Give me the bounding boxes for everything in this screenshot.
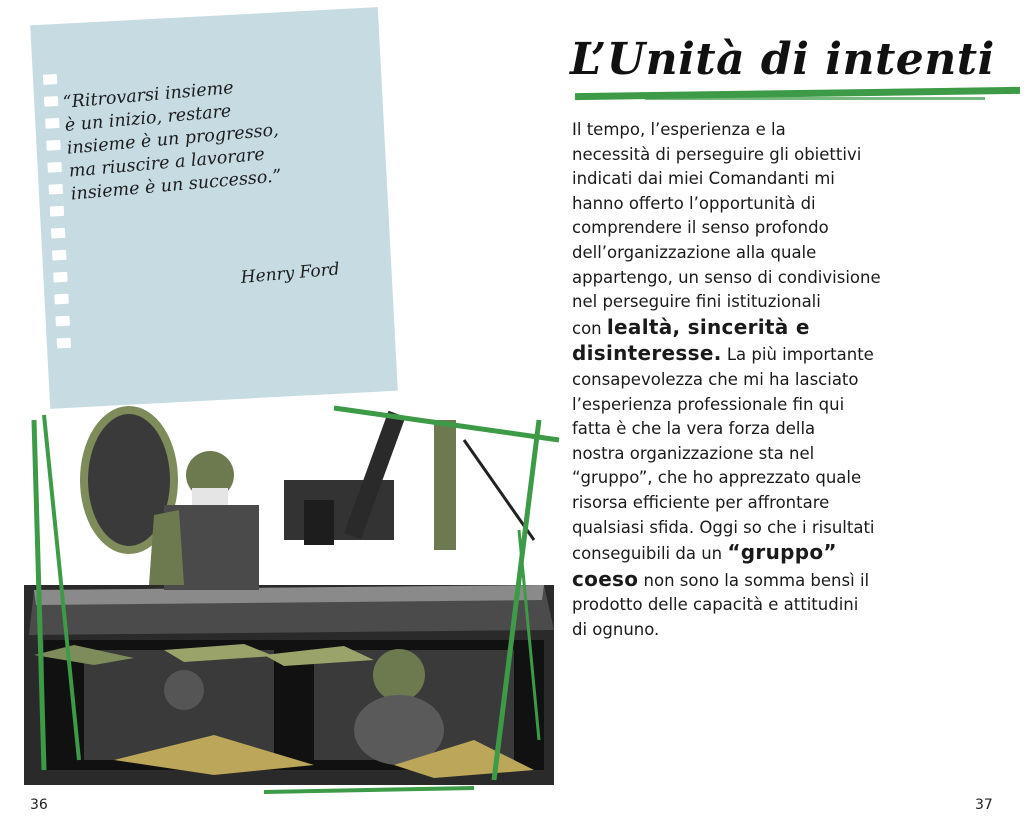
emphasized-text: coeso xyxy=(572,566,639,591)
body-line xyxy=(572,567,1004,594)
body-line xyxy=(572,192,1004,217)
body-line xyxy=(572,368,1004,393)
body-line xyxy=(572,491,1004,516)
body-run: di ognuno. xyxy=(572,619,660,639)
body-run: conseguibili da un xyxy=(572,544,728,564)
body-line xyxy=(572,143,1004,168)
emphasized-text: lealtà, sincerità e xyxy=(606,314,810,339)
body-run: necessità di perseguire gli obiettivi xyxy=(572,144,862,164)
body-run: Il tempo, l’esperienza e la xyxy=(572,120,786,139)
body-run: indicati dai miei Comandanti mi xyxy=(572,169,835,189)
body-line xyxy=(572,540,1004,567)
quote-text: “Ritrovarsi insieme è un inizio, restare insieme è un progresso, ma riuscire a lavorare insieme è un successo.” xyxy=(62,78,283,205)
soldiers-vehicle-photo xyxy=(14,400,564,800)
body-run: hanno offerto l’opportunità di xyxy=(572,193,816,213)
quote-author: Henry Ford xyxy=(240,259,341,288)
body-run: nostra organizzazione sta nel xyxy=(572,443,815,463)
body-line xyxy=(572,167,1004,192)
body-run: fatta è che la vera forza della xyxy=(572,419,816,439)
body-run: con xyxy=(572,318,607,338)
body-run: “gruppo”, che ho apprezzato quale xyxy=(572,468,862,488)
body-run: risorsa efficiente per affrontare xyxy=(572,492,830,512)
body-run: qualsiasi sfida. Oggi so che i risultati xyxy=(572,517,875,537)
body-line xyxy=(572,266,1004,291)
body-run: l’esperienza professionale fin qui xyxy=(572,394,845,414)
body-run: consapevolezza che mi ha lasciato xyxy=(572,369,859,389)
body-line xyxy=(572,241,1004,266)
emphasized-text: disinteresse. xyxy=(572,341,722,366)
body-run: dell’organizzazione alla quale xyxy=(572,242,817,262)
body-run: prodotto delle capacità e attitudini xyxy=(572,595,859,615)
body-line xyxy=(572,315,1004,342)
body-line xyxy=(572,290,1004,315)
body-run: comprendere il senso profondo xyxy=(572,218,829,238)
body-line xyxy=(572,118,1004,143)
body-line xyxy=(572,618,1004,643)
body-line xyxy=(572,216,1004,241)
body-line xyxy=(572,516,1004,541)
page-title: L’Unità di intenti xyxy=(570,34,995,85)
body-line xyxy=(572,442,1004,467)
page-number-left: 36 xyxy=(30,797,48,813)
body-line xyxy=(572,417,1004,442)
body-run: appartengo, un senso di condivisione xyxy=(572,267,881,287)
body-line xyxy=(572,593,1004,618)
body-run: nel perseguire fini istituzionali xyxy=(572,292,821,312)
body-run: La più importante xyxy=(721,345,874,365)
emphasized-text: “gruppo” xyxy=(727,540,837,565)
title-underline xyxy=(575,86,1020,106)
body-line xyxy=(572,393,1004,418)
body-line xyxy=(572,341,1004,368)
body-run: non sono la somma bensì il xyxy=(638,570,870,590)
body-line xyxy=(572,466,1004,491)
page-number-right: 37 xyxy=(975,797,993,813)
body-text xyxy=(572,118,1004,642)
